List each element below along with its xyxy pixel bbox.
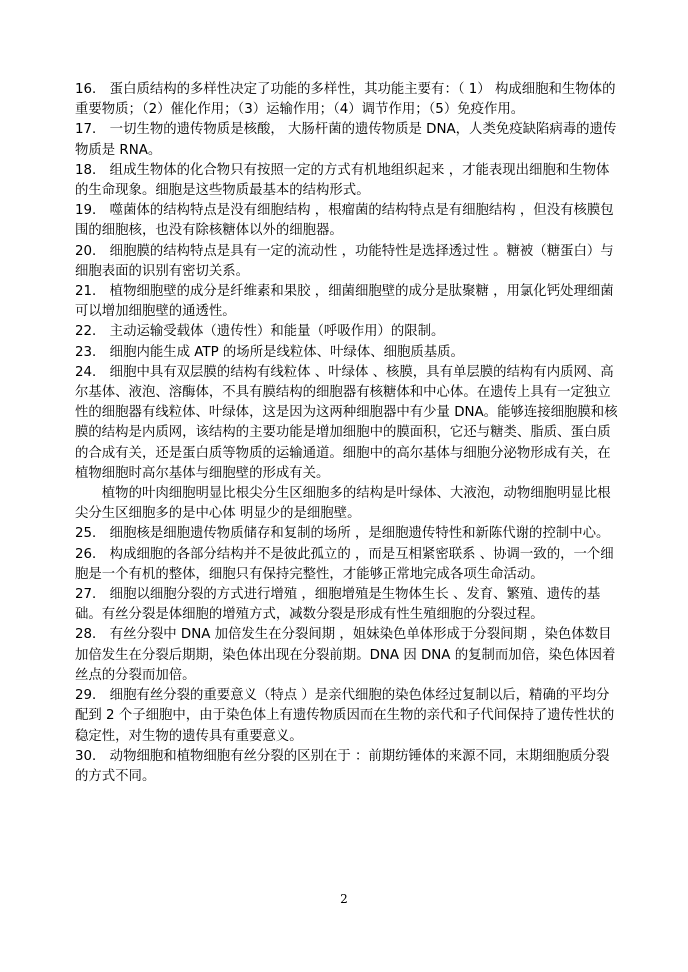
item-19: 19． 噬菌体的结构特点是没有细胞结构 ，根瘤菌的结构特点是有细胞结构 ，但没有核膜包围的细胞核，也没有除核糖体以外的细胞器。 xyxy=(75,203,614,239)
item-21: 21． 植物细胞壁的成分是纤维素和果胶 ，细菌细胞壁的成分是肽聚糖 ，用氯化钙处理细菌可以增加细胞壁的通透性。 xyxy=(75,284,614,320)
item-30: 30． 动物细胞和植物细胞有丝分裂的区别在于 ：前期纺锤体的来源不同，末期细胞质分裂的方式不同。 xyxy=(75,748,610,784)
item-24-continued: 植物的叶肉细胞明显比根尖分生区细胞多的结构是叶绿体、大液泡，动物细胞明显比根尖分生区细胞多的是中心体 明显少的是细胞壁。 xyxy=(75,486,611,522)
item-23: 23． 细胞内能生成 ATP 的场所是线粒体、叶绿体、细胞质基质。 xyxy=(75,344,464,360)
item-26: 26． 构成细胞的各部分结构并不是彼此孤立的 ，而是互相紧密联系 、协调一致的，一个细胞是一个有机的整体，细胞只有保持完整性，才能够正常地完成各项生命活动。 xyxy=(75,546,614,582)
item-20: 20． 细胞膜的结构特点是具有一定的流动性 ，功能特性是选择透过性 。糖被（糖蛋白）与细胞表面的识别有密切关系。 xyxy=(75,243,614,279)
item-16: 16． 蛋白质结构的多样性决定了功能的多样性，其功能主要有：（ 1） 构成细胞和生物体的重要物质；（2）催化作用；（3）运输作用；（4）调节作用；（5）免疫作用。 xyxy=(75,82,616,118)
item-25: 25． 细胞核是细胞遗传物质储存和复制的场所 ，是细胞遗传特性和新陈代谢的控制中心。 xyxy=(75,526,610,542)
item-28: 28． 有丝分裂中 DNA 加倍发生在分裂间期 ，姐妹染色单体形成于分裂间期 ，染色体数目加倍发生在分裂后期期，染色体出现在分裂前期。DNA 因 DNA 的复制而加倍，染色体因着丝点的分裂而加倍。 xyxy=(75,627,616,683)
item-22: 22． 主动运输受载体（遗传性）和能量（呼吸作用）的限制。 xyxy=(75,324,445,340)
document-body xyxy=(75,80,620,787)
item-24: 24． 细胞中具有双层膜的结构有线粒体 、叶绿体 、核膜，具有单层膜的结构有内质网、高尔基体、液泡、溶酶体，不具有膜结构的细胞器有核糖体和中心体。在遗传上具有一定独立性的细胞器有线粒体、叶绿体，这是因为这两种细胞器中有少量 DNA。能够连接细胞膜和核膜的结构是内质网，该结构的主要功能是增加细胞中的膜面积，它还与糖类、脂质、蛋白质的合成有关，还是蛋白质等物质的运输通道。细胞中的高尔基体与细胞分泌物形成有关，在植物细胞时高尔基体与细胞壁的形成有关。 xyxy=(75,364,618,481)
page-number: 2 xyxy=(340,892,348,906)
item-29: 29． 细胞有丝分裂的重要意义（特点 ）是亲代细胞的染色体经过复制以后，精确的平均分配到 2 个子细胞中，由于染色体上有遗传物质因而在生物的亲代和子代间保持了遗传性状的稳定性，对生物的遗传具有重要意义。 xyxy=(75,688,615,744)
item-17: 17． 一切生物的遗传物质是核酸， 大肠杆菌的遗传物质是 DNA，人类免疫缺陷病毒的遗传物质是 RNA。 xyxy=(75,122,617,158)
item-18: 18． 组成生物体的化合物只有按照一定的方式有机地组织起来 ，才能表现出细胞和生物体的生命现象。细胞是这些物质最基本的结构形式。 xyxy=(75,162,610,199)
item-27: 27． 细胞以细胞分裂的方式进行增殖 ，细胞增殖是生物体生长 、发育、繁殖、遗传的基础。有丝分裂是体细胞的增殖方式，减数分裂是形成有性生殖细胞的分裂过程。 xyxy=(75,587,601,623)
